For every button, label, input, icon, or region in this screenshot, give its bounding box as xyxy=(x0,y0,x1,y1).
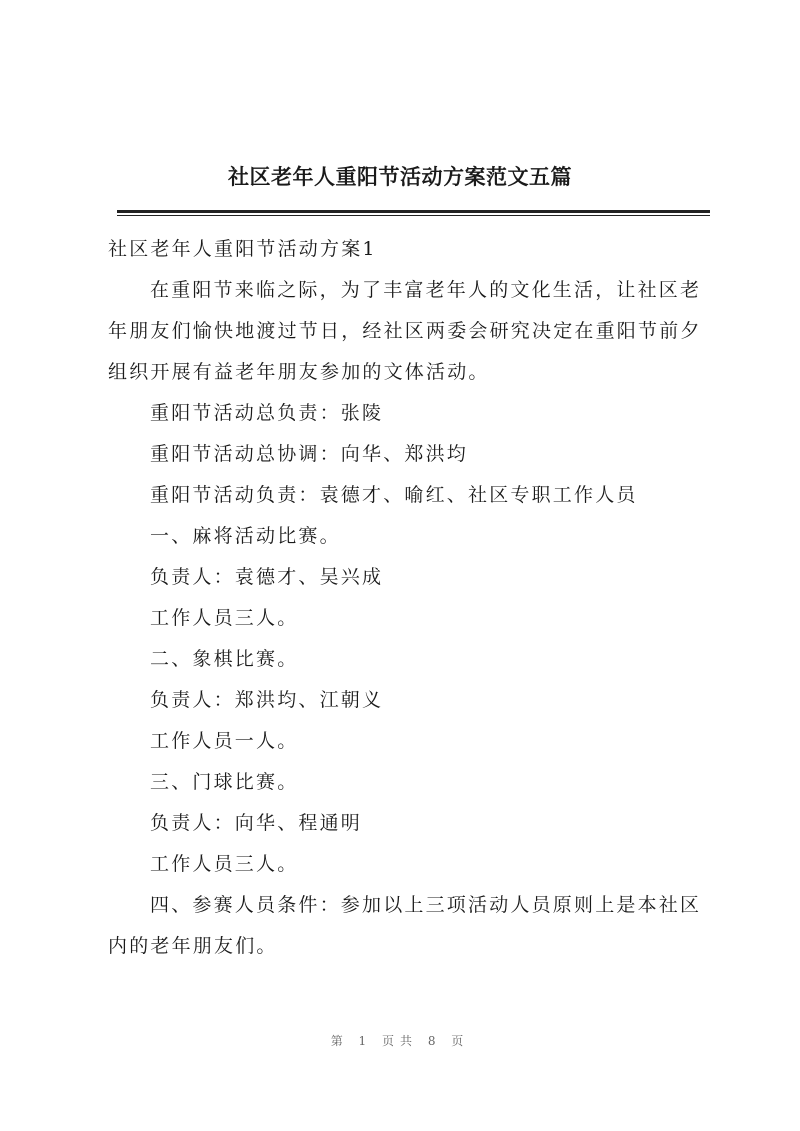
item-mahjong-lead: 负责人：袁德才、吴兴成 xyxy=(150,566,384,588)
paragraph-staff: 重阳节活动负责：袁德才、喻红、社区专职工作人员 xyxy=(150,484,638,506)
item-gateball-staff: 工作人员三人。 xyxy=(150,853,299,875)
title-divider-thick xyxy=(117,210,710,213)
title-divider-thin xyxy=(117,215,710,216)
item-mahjong: 一、麻将活动比赛。 xyxy=(150,525,341,547)
paragraph-coordinator: 重阳节活动总协调：向华、郑洪均 xyxy=(150,443,469,465)
item-mahjong-staff: 工作人员三人。 xyxy=(150,607,299,629)
page-footer: 第 1 页共 8 页 xyxy=(330,1034,470,1048)
paragraph-overall-lead: 重阳节活动总负责：张陵 xyxy=(150,402,384,424)
item-eligibility: 四、参赛人员条件：参加以上三项活动人员原则上是本社区内的老年朋友们。 xyxy=(108,894,702,957)
item-gateball-lead: 负责人：向华、程通明 xyxy=(150,812,363,834)
item-gateball: 三、门球比赛。 xyxy=(150,771,299,793)
intro-paragraph: 在重阳节来临之际，为了丰富老年人的文化生活，让社区老年朋友们愉快地渡过节日，经社区两委会研究决定在重阳节前夕组织开展有益老年朋友参加的文体活动。 xyxy=(108,279,702,383)
section-heading: 社区老年人重阳节活动方案1 xyxy=(108,238,377,260)
item-chess: 二、象棋比赛。 xyxy=(150,648,299,670)
item-chess-lead: 负责人：郑洪均、江朝义 xyxy=(150,689,384,711)
document-body xyxy=(108,229,712,967)
document-title: 社区老年人重阳节活动方案范文五篇 xyxy=(228,164,572,189)
item-chess-staff: 工作人员一人。 xyxy=(150,730,299,752)
